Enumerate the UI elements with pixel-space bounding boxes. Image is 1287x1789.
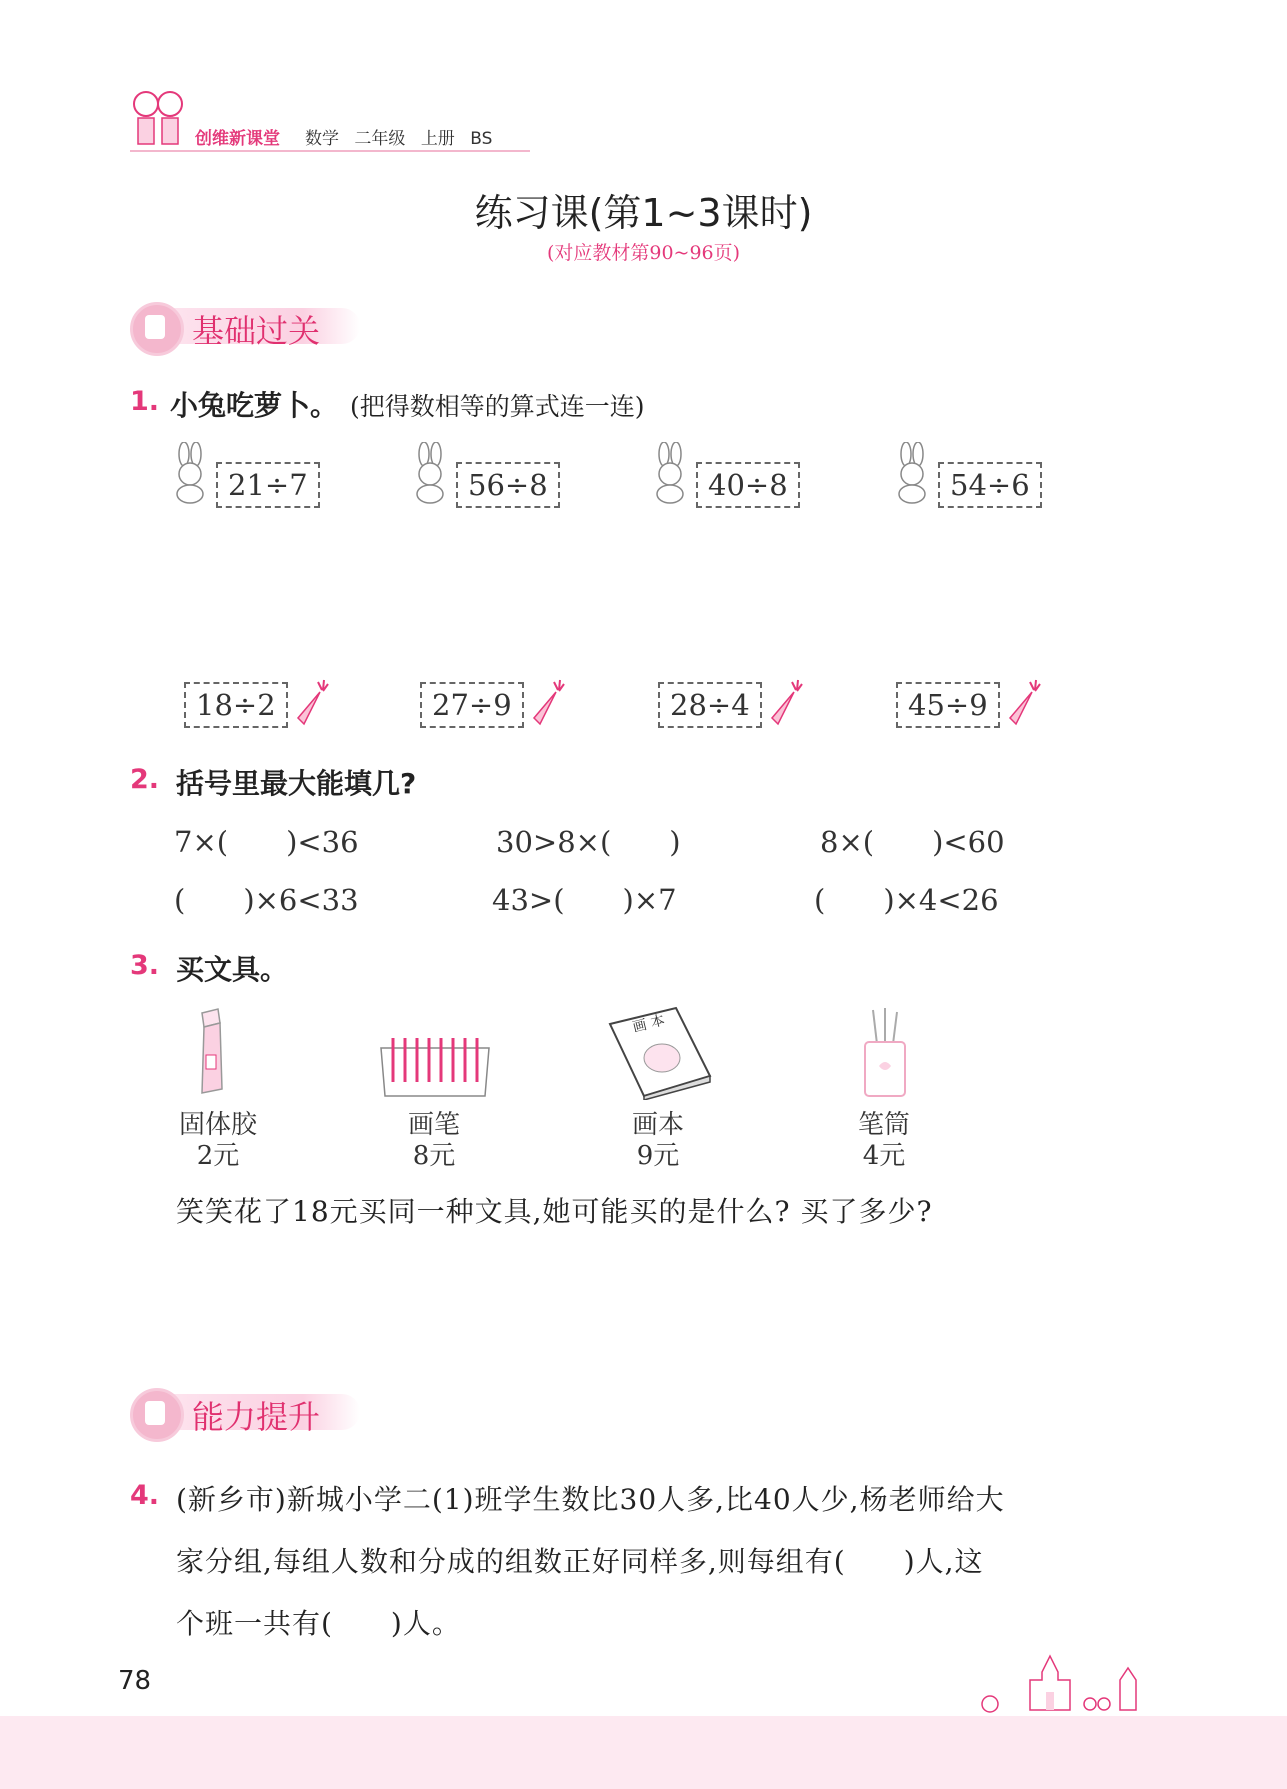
q2-ineq-1-3[interactable]: 8×( )<60: [820, 825, 1005, 859]
section-badge-icon: [130, 1388, 184, 1442]
glue-stick-icon: [180, 1005, 240, 1100]
item-name-4: 笔筒: [857, 1110, 910, 1140]
header-mascot: [128, 84, 188, 154]
header-brand: 创维新课堂: [195, 129, 280, 149]
q1-number: 1.: [130, 386, 160, 417]
q1-carrot-expr-3[interactable]: 28÷4: [658, 682, 762, 728]
q1-text: 小兔吃萝卜。: [170, 389, 339, 422]
q1-rabbit-expr-3[interactable]: 40÷8: [696, 462, 800, 508]
item-price-4: 4元: [862, 1141, 906, 1171]
sketchbook-icon: [606, 1006, 714, 1100]
pen-holder-icon: [855, 1006, 915, 1100]
item-price-3: 9元: [636, 1141, 680, 1171]
q4-line-3: 个班一共有( )人。: [176, 1607, 461, 1640]
section-basic-label: 基础过关: [192, 312, 321, 350]
rabbit-icon: [650, 442, 690, 504]
carrot-icon: [292, 678, 332, 726]
q3-question: 笑笑花了18元买同一种文具,她可能买的是什么? 买了多少?: [176, 1195, 933, 1228]
item-price-1: 2元: [196, 1141, 240, 1171]
q2-ineq-1-1[interactable]: 7×( )<36: [174, 825, 359, 859]
item-price-2: 8元: [412, 1141, 456, 1171]
q2-ineq-2-2[interactable]: 43>( )×7: [492, 883, 677, 917]
section-basic-banner: [130, 302, 370, 348]
page-number: 78: [118, 1666, 152, 1696]
q1-note: (把得数相等的算式连一连): [350, 392, 645, 421]
item-name-1: 固体胶: [178, 1110, 257, 1140]
q1-carrot-expr-2[interactable]: 27÷9: [420, 682, 524, 728]
footer-strip: [0, 1716, 1287, 1789]
q1-carrot-expr-1[interactable]: 18÷2: [184, 682, 288, 728]
q4-number: 4.: [130, 1480, 160, 1511]
rabbit-icon: [892, 442, 932, 504]
q2-number: 2.: [130, 764, 160, 795]
q4-line-2: 家分组,每组人数和分成的组数正好同样多,则每组有( )人,这: [176, 1545, 984, 1578]
header-underline: [130, 150, 530, 152]
header-info: [305, 124, 502, 149]
page-subtitle: (对应教材第90~96页): [546, 242, 741, 264]
item-name-2: 画笔: [407, 1110, 460, 1140]
header-edition: BS: [470, 129, 493, 149]
carrot-icon: [1004, 678, 1044, 726]
q3-text: 买文具。: [176, 953, 289, 986]
q1-rabbit-expr-1[interactable]: 21÷7: [216, 462, 320, 508]
header-volume: 上册: [420, 129, 455, 149]
rabbit-icon: [170, 442, 210, 504]
paint-brushes-icon: [375, 1030, 495, 1098]
carrot-icon: [766, 678, 806, 726]
svg-text:画 本: 画 本: [631, 1012, 667, 1036]
q2-ineq-1-2[interactable]: 30>8×( ): [496, 825, 681, 859]
header-subject: 数学: [305, 129, 339, 149]
q2-ineq-2-1[interactable]: ( )×6<33: [174, 883, 359, 917]
carrot-icon: [528, 678, 568, 726]
rabbit-icon: [410, 442, 450, 504]
q2-text: 括号里最大能填几?: [176, 767, 417, 800]
page-title: 练习课(第1~3课时): [474, 191, 813, 235]
section-advanced-banner: [130, 1388, 370, 1434]
q1-rabbit-expr-4[interactable]: 54÷6: [938, 462, 1042, 508]
header-grade: 二年级: [354, 129, 406, 149]
q1-rabbit-expr-2[interactable]: 56÷8: [456, 462, 560, 508]
castle-decoration-icon: [950, 1650, 1170, 1716]
q4-line-1: (新乡市)新城小学二(1)班学生数比30人多,比40人少,杨老师给大: [176, 1483, 1005, 1516]
q3-number: 3.: [130, 950, 160, 981]
section-advanced-label: 能力提升: [192, 1398, 321, 1436]
section-badge-icon: [130, 302, 184, 356]
q1-carrot-expr-4[interactable]: 45÷9: [896, 682, 1000, 728]
q2-ineq-2-3[interactable]: ( )×4<26: [814, 883, 999, 917]
item-name-3: 画本: [631, 1110, 684, 1140]
